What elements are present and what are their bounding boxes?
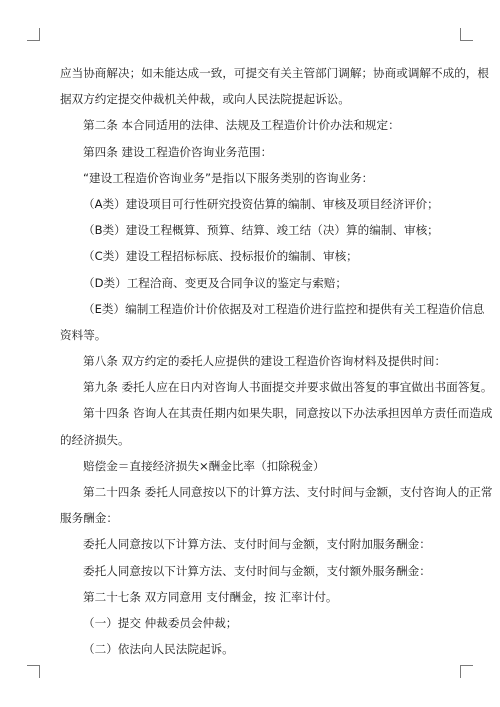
list-item-class-a: （A类）建设项目可行性研究投资估算的编制、审核及项目经济评价； [83,196,439,211]
list-item-class-b: （B类）建设工程概算、预算、结算、竣工结（决）算的编制、审核； [83,223,439,238]
clause-article-14: 第十四条 咨询人在其责任期内如果失职，同意按以下办法承担因单方责任而造成 [83,406,493,421]
list-item-class-e: （E类）编制工程造价计价依据及对工程造价进行监控和提供有关工程造价信息 [83,301,485,316]
text-line: 据双方约定提交仲裁机关仲裁，或向人民法院提起诉讼。 [60,92,350,107]
crop-mark-top-right [460,28,473,41]
clause-article-9: 第九条 委托人应在日内对咨询人书面提交并要求做出答复的事宜做出书面答复。 [83,380,493,395]
crop-mark-bottom-right [460,665,473,678]
text-line: 委托人同意按以下计算方法、支付时间与金额，支付额外服务酬金： [83,563,431,578]
clause-article-4: 第四条 建设工程造价咨询业务范围： [83,144,273,159]
text-line: 委托人同意按以下计算方法、支付时间与金额，支付附加服务酬金： [83,537,431,552]
text-line: 应当协商解决；如未能达成一致，可提交有关主管部门调解；协商或调解不成的，根 [60,66,489,80]
clause-article-8: 第八条 双方约定的委托人应提供的建设工程造价咨询材料及提供时间： [83,354,447,369]
text-line: 服务酬金： [60,511,118,526]
text-line: 的经济损失。 [60,432,130,447]
list-item-lawsuit: （二）依法向人民法院起诉。 [83,642,234,657]
crop-mark-bottom-left [27,665,40,678]
text-line: “建设工程造价咨询业务”是指以下服务类别的咨询业务： [83,170,374,185]
clause-article-2: 第二条 本合同适用的法律、法规及工程造价计价办法和规定： [83,118,400,133]
clause-article-24: 第二十四条 委托人同意按以下的计算方法、支付时间与金额，支付咨询人的正常 [83,485,493,499]
list-item-class-c: （C类）建设工程招标标底、投标报价的编制、审核； [83,249,358,264]
text-line: 资料等。 [60,327,107,342]
crop-mark-top-left [27,28,40,41]
compensation-formula: 赔偿金＝直接经济损失×酬金比率（扣除税金） [83,458,325,473]
list-item-arbitration: （一）提交 仲裁委员会仲裁； [83,615,238,630]
list-item-class-d: （D类）工程洽商、变更及合同争议的鉴定与索赔； [83,275,347,290]
document-body [60,60,493,662]
clause-article-27: 第二十七条 双方同意用 支付酬金，按 汇率计付。 [83,589,338,604]
